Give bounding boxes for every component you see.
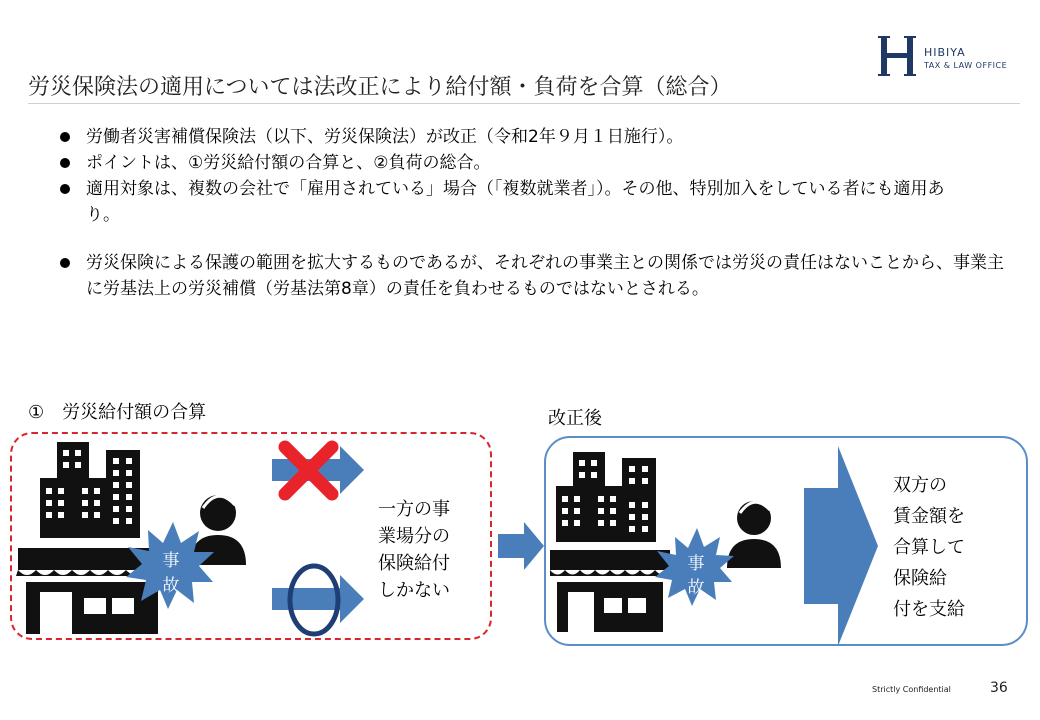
- large-arrow-icon: [804, 446, 878, 646]
- confidential-label: Strictly Confidential: [872, 685, 951, 694]
- bullet-text: 労災保険による保護の範囲を拡大するものであるが、それぞれの事業主との関係では労災の責任はないことから、事業主に労基法上の労災補償（労基法第8章）の責任を負わせるものではないとされる。: [86, 253, 1004, 299]
- before-text-line: 保険給付: [378, 553, 450, 574]
- page-title: 労災保険法の適用については法改正により給付額・負荷を合算（総合）: [28, 75, 732, 100]
- accident-label-bottom: 故: [162, 576, 180, 596]
- page-number: 36: [990, 680, 1008, 696]
- after-text-line: 合算して: [893, 537, 965, 558]
- before-text-line: 業場分の: [378, 526, 450, 547]
- before-text-line: 一方の事: [378, 499, 450, 520]
- accident-label-top: 事: [162, 551, 180, 571]
- after-text-line: 双方の: [893, 475, 947, 496]
- after-text-line: 賃金額を: [893, 506, 965, 527]
- crossed-arrow-icon: [272, 446, 364, 494]
- after-result-text: [893, 470, 1003, 625]
- after-text-line: 付を支給: [893, 599, 965, 620]
- after-label: 改正後: [548, 408, 602, 429]
- before-result-text: [378, 496, 488, 604]
- logo-subname: TAX & LAW OFFICE: [924, 61, 1008, 70]
- circled-arrow-icon: [272, 566, 364, 634]
- bullet-text: ポイントは、①労災給付額の合算と、②負荷の総合。: [86, 153, 491, 173]
- accident-label-bottom: 故: [687, 578, 705, 598]
- before-text-line: しかない: [378, 580, 450, 601]
- section-label: ① 労災給付額の合算: [28, 402, 207, 423]
- office-buildings-icon: [556, 452, 656, 542]
- bullet-text: 適用対象は、複数の会社で「雇用されている」場合（「複数就業者」）。その他、特別加入をしている者にも適用あり。: [86, 179, 945, 225]
- transition-arrow-icon: [498, 522, 544, 570]
- shop-icon: [550, 550, 670, 632]
- office-buildings-icon: [40, 442, 140, 538]
- after-text-line: 保険給: [893, 568, 947, 589]
- logo-name: HIBIYA: [924, 46, 966, 59]
- bullet-text: 労働者災害補償保険法（以下、労災保険法）が改正（令和2年９月１日施行）。: [86, 127, 684, 147]
- accident-label-top: 事: [687, 554, 705, 574]
- person-icon: [727, 501, 781, 568]
